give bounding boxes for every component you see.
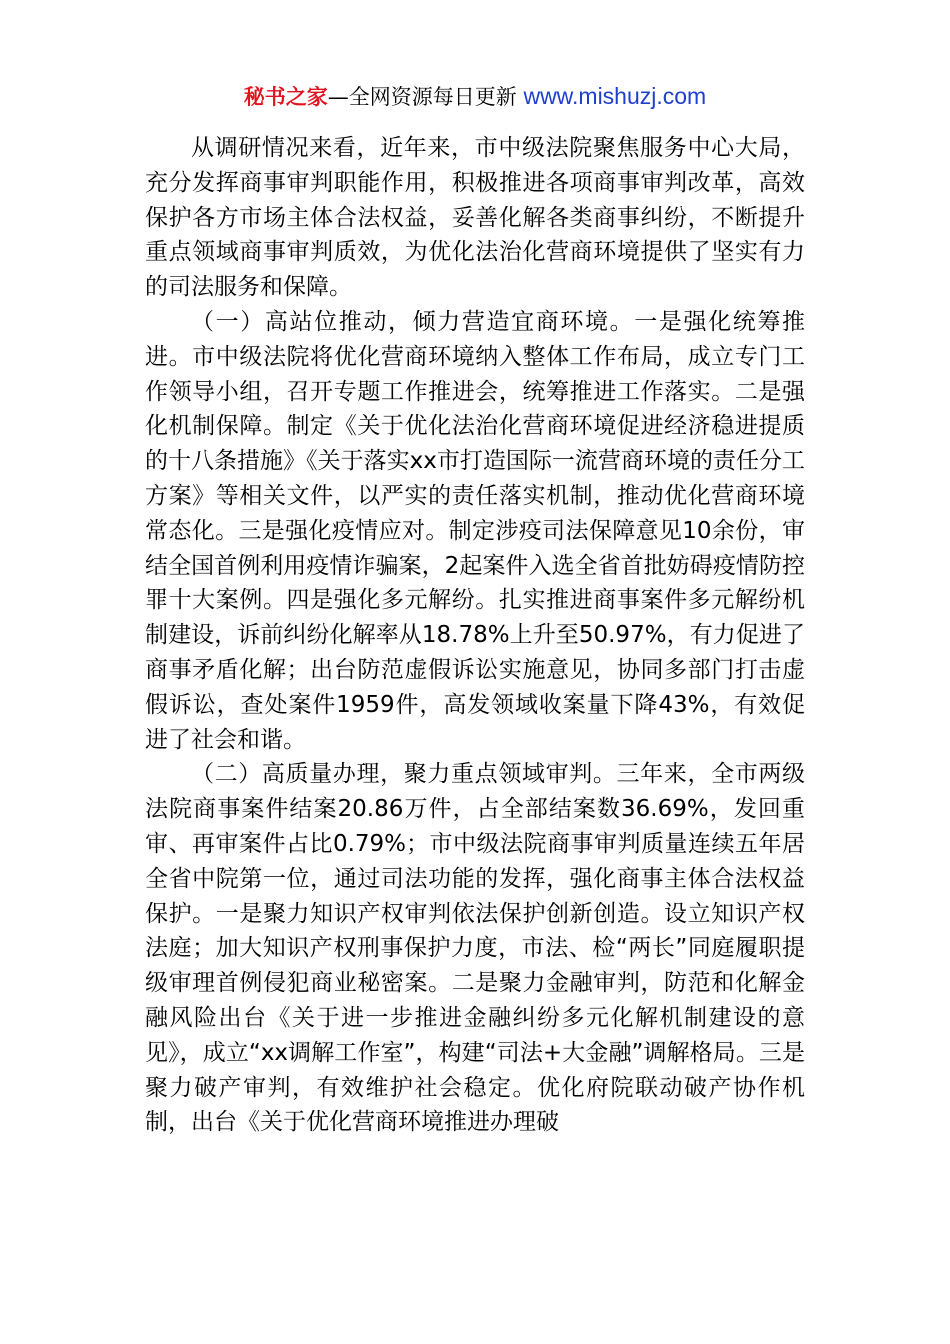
paragraph-section-one: （一）高站位推动，倾力营造宜商环境。一是强化统筹推进。市中级法院将优化营商环境纳入整体工作布局，成立专门工作领导小组，召开专题工作推进会，统筹推进工作落实。二是强化机制保障。制定《关于优化法治化营商环境促进经济稳进提质的十八条措施》《关于落实xx市打造国际一流营商环境的责任分工方案》等相关文件，以严实的责任落实机制，推动优化营商环境常态化。三是强化疫情应对。制定涉疫司法保障意见10余份，审结全国首例利用疫情诈骗案，2起案件入选全省首批妨碍疫情防控罪十大案例。四是强化多元解纷。扎实推进商事案件多元解纷机制建设，诉前纠纷化解率从18.78%上升至50.97%，有力促进了商事矛盾化解；出台防范虚假诉讼实施意见，协同多部门打击虚假诉讼，查处案件1959件，高发领域收案量下降43%，有效促进了社会和谐。 (145, 308, 805, 753)
paragraph-section-two: （二）高质量办理，聚力重点领域审判。三年来，全市两级法院商事案件结案20.86万件，占全部结案数36.69%，发回重审、再审案件占比0.79%；市中级法院商事审判质量连续五年居全省中院第一位，通过司法功能的发挥，强化商事主体合法权益保护。一是聚力知识产权审判依法保护创新创造。设立知识产权法庭；加大知识产权刑事保护力度，市法、检“两长”同庭履职提级审理首例侵犯商业秘密案。二是聚力金融审判，防范和化解金融风险出台《关于进一步推进金融纠纷多元化解机制建设的意见》，成立“xx调解工作室”，构建“司法+大金融”调解格局。三是聚力破产审判，有效维护社会稳定。优化府院联动破产协作机制，出台《关于优化营商环境推进办理破 (145, 761, 805, 1136)
document-body (145, 131, 805, 1140)
paragraph-intro: 从调研情况来看，近年来，市中级法院聚焦服务中心大局，充分发挥商事审判职能作用，积极推进各项商事审判改革，高效保护各方市场主体合法权益，妥善化解各类商事纠纷，不断提升重点领域商事审判质效，为优化法治化营商环境提供了坚实有力的司法服务和保障。 (145, 135, 805, 301)
header-tagline: —全网资源每日更新 (327, 85, 517, 109)
page-header (145, 80, 805, 113)
site-link[interactable]: www.mishuzj.com (523, 83, 707, 109)
brand-name: 秘书之家 (243, 85, 328, 109)
